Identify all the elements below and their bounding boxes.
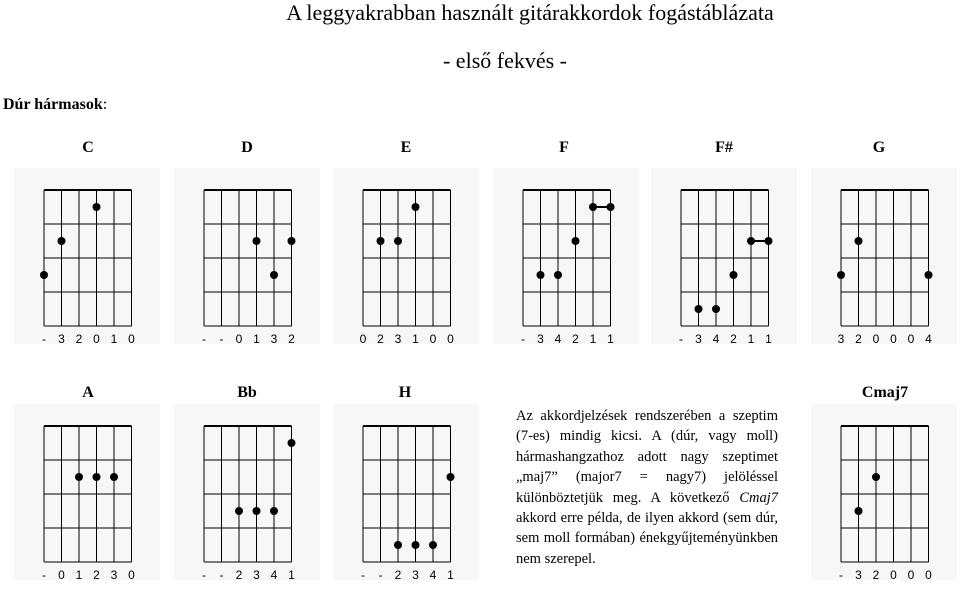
finger-dot: [93, 203, 101, 211]
diagram-background: [651, 168, 797, 344]
note-part1: Az akkordjelzések rendszerében a szeptim (7-es) mindig kicsi. A (dúr, vagy moll) hármashangzathoz adott nagy szeptimet „maj7” (major7 = nagy7) jelöléssel különböztetjük meg. A következő: [516, 408, 778, 506]
note-cmaj7: Cmaj7: [739, 489, 778, 506]
fingering-value: 0: [907, 568, 915, 582]
fingering-value: 2: [855, 332, 862, 346]
chord-name-bb: Bb: [237, 384, 257, 401]
finger-dot: [412, 203, 420, 211]
chord-name-d: D: [241, 139, 253, 156]
finger-dot: [58, 237, 66, 245]
chord-name-g: G: [872, 139, 886, 156]
fingering-row: [174, 568, 320, 584]
fingering-value: 0: [890, 568, 897, 582]
fingering-value: 2: [394, 568, 402, 582]
chord-grid-svg: [333, 404, 479, 580]
fingering-value: 4: [554, 332, 562, 346]
fingering-value: 0: [429, 332, 437, 346]
fingering-value: 1: [110, 332, 118, 346]
fingering-value: 4: [712, 332, 720, 346]
fingering-value: 0: [447, 332, 454, 346]
fingering-value: 4: [429, 568, 437, 582]
fingering-value: -: [219, 568, 224, 582]
fingering-row: [651, 332, 797, 348]
fingering-value: 3: [855, 568, 862, 582]
section-label-text: Dúr hármasok: [3, 96, 103, 113]
fingering-value: 1: [288, 568, 295, 582]
finger-dot: [288, 237, 296, 245]
maj7-explanation: [516, 406, 778, 569]
chord-diagram-e: [333, 168, 479, 344]
chord-diagram-h: [333, 404, 479, 580]
chord-grid-svg: [333, 168, 479, 344]
fingering-value: 3: [58, 332, 65, 346]
fingering-value: 0: [58, 568, 65, 582]
chord-name-cmaj7: Cmaj7: [861, 384, 909, 401]
finger-dot: [537, 271, 545, 279]
fingering-value: -: [361, 568, 365, 582]
fingering-value: 3: [394, 332, 402, 346]
fingering-row: [14, 332, 160, 348]
fingering-value: 0: [925, 568, 932, 582]
fingering-value: 1: [253, 332, 260, 346]
note-part3: akkord erre példa, de ilyen akkord (sem dúr, sem moll formában) énekgyűjteményünkben nem szerepel.: [516, 510, 778, 567]
chord-diagram-c: [14, 168, 160, 344]
fingering-value: 3: [253, 568, 260, 582]
chord-name-e: E: [400, 139, 412, 156]
fingering-value: -: [378, 568, 383, 582]
finger-dot: [855, 237, 863, 245]
chord-diagram-f: [493, 168, 639, 344]
chord-name-c: C: [82, 139, 94, 156]
fingering-value: 2: [377, 332, 384, 346]
finger-dot: [412, 541, 420, 549]
chord-grid-svg: [493, 168, 639, 344]
finger-dot: [855, 507, 863, 515]
finger-dot: [288, 439, 296, 447]
fingering-row: [333, 332, 479, 348]
chord-grid-svg: [174, 168, 320, 344]
finger-dot: [554, 271, 562, 279]
fingering-value: -: [202, 332, 206, 346]
fingering-value: -: [42, 568, 46, 582]
fingering-value: 0: [872, 332, 880, 346]
chord-diagram-fsharp: [651, 168, 797, 344]
chord-diagram-g: [811, 168, 957, 344]
fingering-row: [14, 568, 160, 584]
diagram-background: [333, 168, 479, 344]
fingering-value: -: [839, 568, 843, 582]
fingering-value: 0: [890, 332, 897, 346]
diagram-background: [174, 404, 320, 580]
finger-dot: [607, 203, 615, 211]
chord-name-f: F: [559, 139, 569, 156]
chord-grid-svg: [174, 404, 320, 580]
finger-dot: [377, 237, 385, 245]
chord-grid-svg: [651, 168, 797, 344]
diagram-background: [174, 168, 320, 344]
fingering-value: 2: [872, 568, 880, 582]
fingering-value: 1: [75, 568, 83, 582]
finger-dot: [75, 473, 83, 481]
section-label: [3, 96, 107, 114]
finger-dot: [394, 541, 402, 549]
chord-diagram-cmaj7: [811, 404, 957, 580]
finger-dot: [872, 473, 880, 481]
diagram-background: [811, 168, 957, 344]
diagram-background: [493, 168, 639, 344]
finger-dot: [394, 237, 402, 245]
fingering-value: 3: [110, 568, 118, 582]
diagram-background: [14, 404, 160, 580]
fingering-value: 4: [270, 568, 278, 582]
finger-dot: [110, 473, 118, 481]
diagram-background: [811, 404, 957, 580]
fingering-value: 2: [235, 568, 243, 582]
fingering-value: -: [679, 332, 683, 346]
finger-dot: [572, 237, 580, 245]
chord-diagram-d: [174, 168, 320, 344]
chord-diagram-a: [14, 404, 160, 580]
fingering-value: 1: [447, 568, 454, 582]
fingering-value: 3: [270, 332, 278, 346]
fingering-row: [174, 332, 320, 348]
finger-dot: [270, 271, 278, 279]
fingering-row: [811, 332, 957, 348]
finger-dot: [93, 473, 101, 481]
fingering-value: 1: [747, 332, 755, 346]
finger-dot: [747, 237, 755, 245]
section-label-colon: :: [102, 96, 108, 113]
chord-grid-svg: [14, 168, 160, 344]
finger-dot: [589, 203, 597, 211]
chord-name-h: H: [398, 384, 412, 401]
finger-dot: [253, 237, 261, 245]
fingering-value: 4: [925, 332, 932, 346]
fingering-value: 0: [93, 332, 100, 346]
fingering-value: 3: [537, 332, 544, 346]
chord-grid-svg: [14, 404, 160, 580]
chord-name-a: A: [82, 384, 94, 401]
finger-dot: [712, 305, 720, 313]
fingering-row: [493, 332, 639, 348]
fingering-value: 0: [359, 332, 367, 346]
fingering-value: 2: [288, 332, 295, 346]
chord-grid-svg: [811, 168, 957, 344]
chord-name-fsharp: F#: [715, 139, 733, 156]
fingering-value: 0: [907, 332, 915, 346]
fingering-value: -: [42, 332, 46, 346]
fingering-row: [333, 568, 479, 584]
maj7-explanation-text: [516, 406, 778, 569]
fingering-row: [811, 568, 957, 584]
fingering-value: 3: [695, 332, 702, 346]
chord-diagram-bb: [174, 404, 320, 580]
fingering-value: -: [521, 332, 525, 346]
finger-dot: [429, 541, 437, 549]
finger-dot: [270, 507, 278, 515]
diagram-background: [333, 404, 479, 580]
finger-dot: [695, 305, 703, 313]
chord-grid-svg: [811, 404, 957, 580]
finger-dot: [235, 507, 243, 515]
diagram-background: [14, 168, 160, 344]
fingering-value: 1: [412, 332, 419, 346]
finger-dot: [765, 237, 773, 245]
fingering-value: 2: [730, 332, 737, 346]
finger-dot: [730, 271, 738, 279]
fingering-value: 0: [128, 332, 135, 346]
fingering-value: 3: [412, 568, 419, 582]
fingering-value: 2: [93, 568, 100, 582]
finger-dot: [925, 271, 933, 279]
page-subtitle: - első fekvés -: [442, 48, 567, 73]
fingering-value: 1: [589, 332, 597, 346]
fingering-value: 2: [75, 332, 83, 346]
finger-dot: [40, 271, 48, 279]
finger-dot: [447, 473, 455, 481]
fingering-value: 0: [235, 332, 243, 346]
fingering-value: 3: [837, 332, 845, 346]
finger-dot: [837, 271, 845, 279]
fingering-value: 0: [128, 568, 135, 582]
fingering-value: 1: [607, 332, 614, 346]
finger-dot: [253, 507, 261, 515]
page-title: A leggyakrabban használt gitárakkordok fogástáblázata: [286, 0, 774, 25]
fingering-value: -: [202, 568, 206, 582]
fingering-value: 2: [572, 332, 579, 346]
fingering-value: -: [219, 332, 224, 346]
fingering-value: 1: [765, 332, 772, 346]
